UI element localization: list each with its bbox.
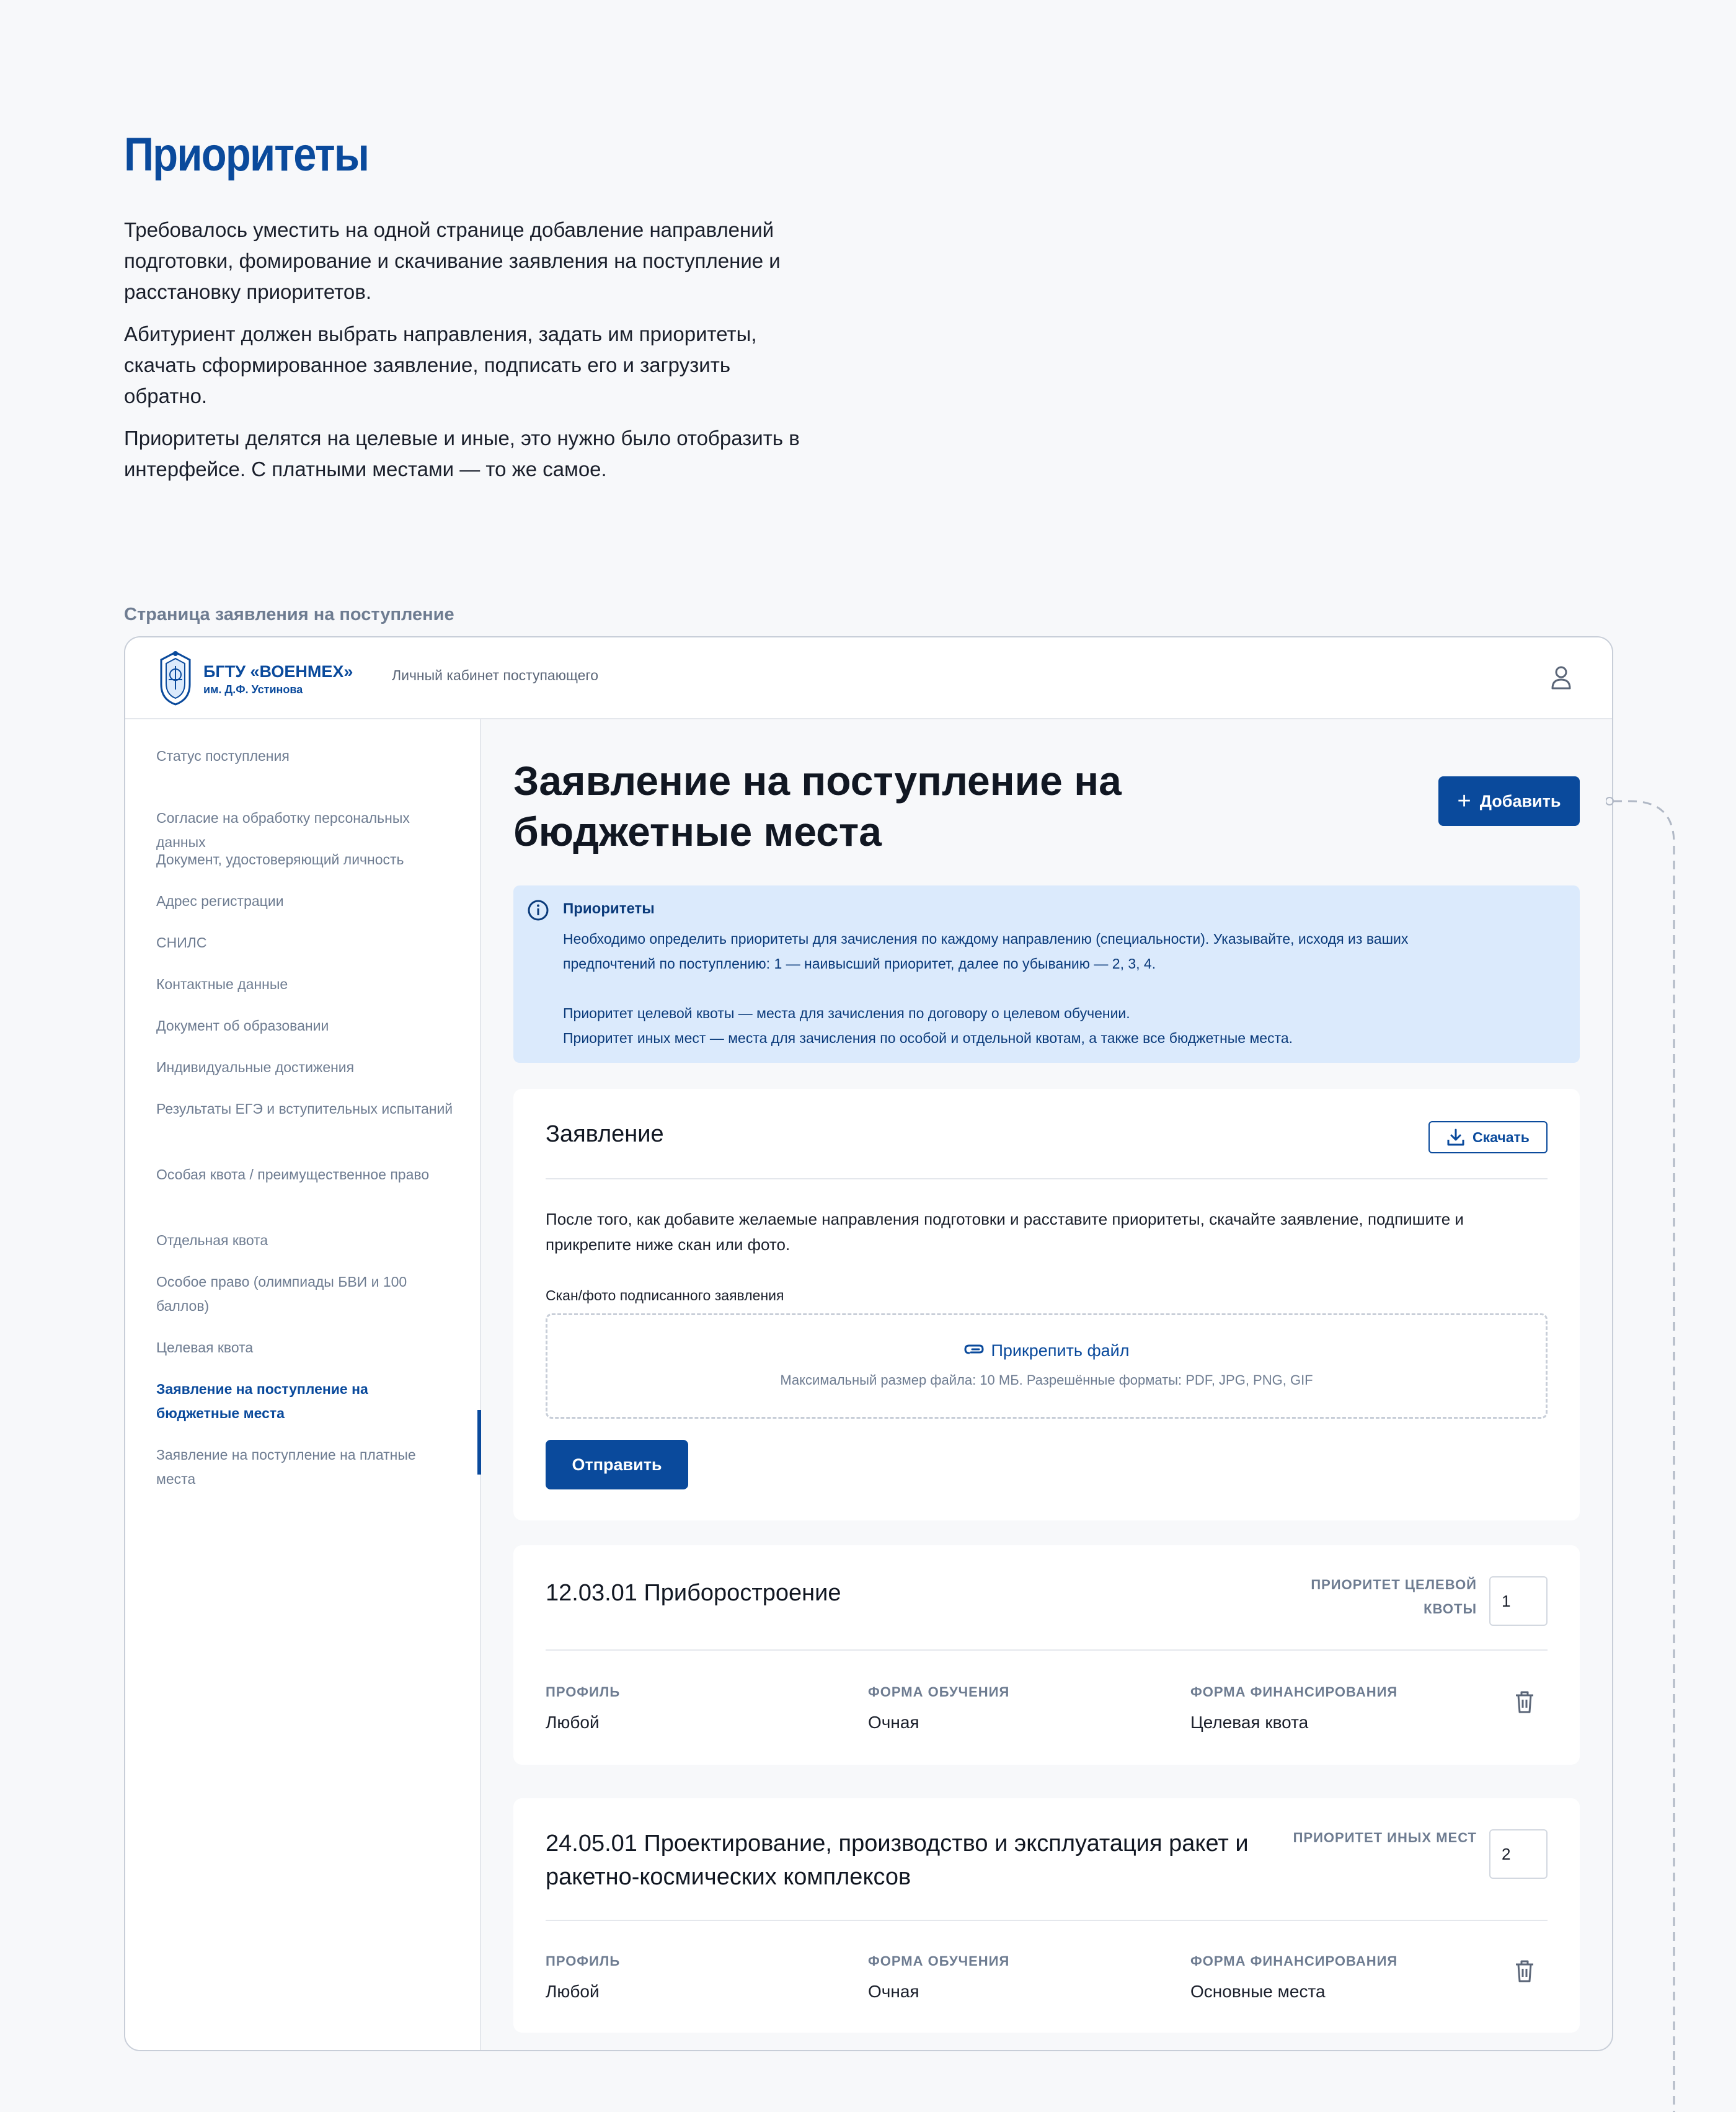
notice-title: Приоритеты: [563, 900, 655, 917]
divider: [546, 1920, 1548, 1921]
study-form-value: Очная: [868, 1713, 919, 1732]
sidebar-item-paid-application[interactable]: Заявление на поступление на платные места: [156, 1447, 416, 1487]
sidebar-item-exam-results[interactable]: Результаты ЕГЭ и вступительных испытаний: [156, 1101, 453, 1117]
direction-card: [513, 1545, 1580, 1765]
direction-card: [513, 1798, 1580, 2033]
finance-form-value: Основные места: [1190, 1982, 1326, 2001]
intro-section: [124, 124, 818, 496]
profile-value: Любой: [546, 1982, 600, 2001]
sidebar-item-contacts[interactable]: Контактные данные: [156, 976, 288, 992]
upload-label: Скан/фото подписанного заявления: [546, 1287, 784, 1303]
brand-subtitle: им. Д.Ф. Устинова: [203, 683, 303, 696]
download-icon: [1446, 1128, 1465, 1147]
sidebar-item-admission-status[interactable]: Статус поступления: [156, 748, 290, 764]
sidebar-item-snils[interactable]: СНИЛС: [156, 934, 207, 951]
plus-icon: +: [1457, 788, 1471, 814]
attach-file-label: Прикрепить файл: [991, 1341, 1130, 1360]
study-form-label: ФОРМА ОБУЧЕНИЯ: [868, 1684, 1010, 1700]
university-emblem-icon: [156, 649, 195, 707]
profile-label: ПРОФИЛЬ: [546, 1684, 621, 1700]
sidebar-item-special-quota[interactable]: Особая квота / преимущественное право: [156, 1166, 430, 1182]
main-content: [481, 719, 1612, 2050]
top-bar: [125, 637, 1612, 719]
user-icon[interactable]: [1550, 665, 1572, 690]
attach-file-link[interactable]: [547, 1341, 1546, 1360]
study-form-label: ФОРМА ОБУЧЕНИЯ: [868, 1953, 1010, 1969]
sidebar-item-target-quota[interactable]: Целевая квота: [156, 1339, 254, 1355]
add-button-label: Добавить: [1479, 791, 1561, 810]
notice-line: Необходимо определить приоритеты для зачисления по каждому направлению (специальности). Указывайте, исходя из ваших предпочтений по поступлению: 1 — наивысший приоритет, далее по убыванию — 2, 3, 4.: [563, 931, 1409, 972]
cabinet-title: Личный кабинет поступающего: [392, 667, 599, 683]
download-button-label: Скачать: [1472, 1129, 1530, 1145]
brand-name: БГТУ «ВОЕНМЕХ»: [203, 662, 353, 681]
intro-paragraph: Требовалось уместить на одной странице добавление направлений подготовки, фомирование и скачивание заявления на поступление и расстановку приоритетов.: [124, 218, 781, 303]
notice-line: Приоритет целевой квоты — места для зачисления по договору о целевом обучении.: [563, 1005, 1130, 1021]
study-form-value: Очная: [868, 1982, 919, 2001]
download-button[interactable]: [1428, 1121, 1548, 1153]
direction-title: 12.03.01 Приборостроение: [546, 1580, 841, 1606]
sidebar-item-education-document[interactable]: Документ об образовании: [156, 1018, 329, 1034]
sidebar-item-special-right[interactable]: Особое право (олимпиады БВИ и 100 баллов): [156, 1274, 407, 1314]
info-icon: [527, 899, 549, 921]
intro-paragraph: Приоритеты делятся на целевые и иные, это нужно было отобразить в интерфейсе. С платными местами — то же самое.: [124, 427, 800, 481]
notice-body: [563, 926, 1493, 1050]
finance-form-value: Целевая квота: [1190, 1713, 1309, 1732]
priority-label: ПРИОРИТЕТ ЦЕЛЕВОЙ КВОТЫ: [1311, 1577, 1477, 1617]
trash-icon[interactable]: [1514, 1690, 1535, 1714]
sidebar-item-separate-quota[interactable]: Отдельная квота: [156, 1232, 268, 1248]
paperclip-icon: [963, 1341, 985, 1360]
add-direction-button[interactable]: [1438, 776, 1580, 826]
intro-paragraph: Абитуриент должен выбрать направления, задать им приоритеты, скачать сформированное заявление, подписать его и загрузить обратно.: [124, 322, 757, 407]
notice-line: Приоритет иных мест — места для зачисления по особой и отдельной квотам, а также все бюджетные места.: [563, 1030, 1293, 1046]
divider: [546, 1649, 1548, 1651]
attach-hint: Максимальный размер файла: 10 МБ. Разрешённые форматы: PDF, JPG, PNG, GIF: [780, 1372, 1313, 1388]
sidebar-item-budget-application[interactable]: Заявление на поступление на бюджетные места: [156, 1381, 368, 1421]
page-title: Заявление на поступление на бюджетные места: [513, 758, 1122, 854]
application-title: Заявление: [546, 1121, 664, 1147]
priority-input[interactable]: [1489, 1576, 1548, 1626]
finance-form-label: ФОРМА ФИНАНСИРОВАНИЯ: [1190, 1953, 1398, 1969]
screen-caption: Страница заявления на поступление: [124, 605, 454, 624]
trash-icon[interactable]: [1514, 1959, 1535, 1983]
intro-title: Приоритеты: [124, 128, 369, 181]
priorities-notice: [513, 885, 1580, 1063]
send-button[interactable]: Отправить: [546, 1440, 688, 1489]
sidebar-nav: [125, 719, 481, 2050]
sidebar-item-registration-address[interactable]: Адрес регистрации: [156, 893, 284, 909]
annotation-connector: [1606, 794, 1680, 2112]
priority-label: ПРИОРИТЕТ ИНЫХ МЕСТ: [1293, 1830, 1477, 1845]
divider: [546, 1178, 1548, 1179]
priority-input[interactable]: [1489, 1829, 1548, 1879]
sidebar-item-achievements[interactable]: Индивидуальные достижения: [156, 1059, 355, 1075]
profile-label: ПРОФИЛЬ: [546, 1953, 621, 1969]
finance-form-label: ФОРМА ФИНАНСИРОВАНИЯ: [1190, 1684, 1398, 1700]
app-frame: [124, 636, 1613, 2051]
application-card: [513, 1089, 1580, 1520]
application-description: После того, как добавите желаемые направления подготовки и расставите приоритеты, скачайте заявление, подпишите и прикрепите ниже скан или фото.: [546, 1210, 1464, 1254]
profile-value: Любой: [546, 1713, 600, 1732]
sidebar-item-personal-data-consent[interactable]: Согласие на обработку персональных данных: [156, 810, 410, 850]
file-dropzone[interactable]: [546, 1313, 1548, 1419]
direction-title: 24.05.01 Проектирование, производство и эксплуатация ракет и ракетно-космических комплексов: [546, 1830, 1249, 1890]
sidebar-item-identity-document[interactable]: Документ, удостоверяющий личность: [156, 851, 404, 867]
